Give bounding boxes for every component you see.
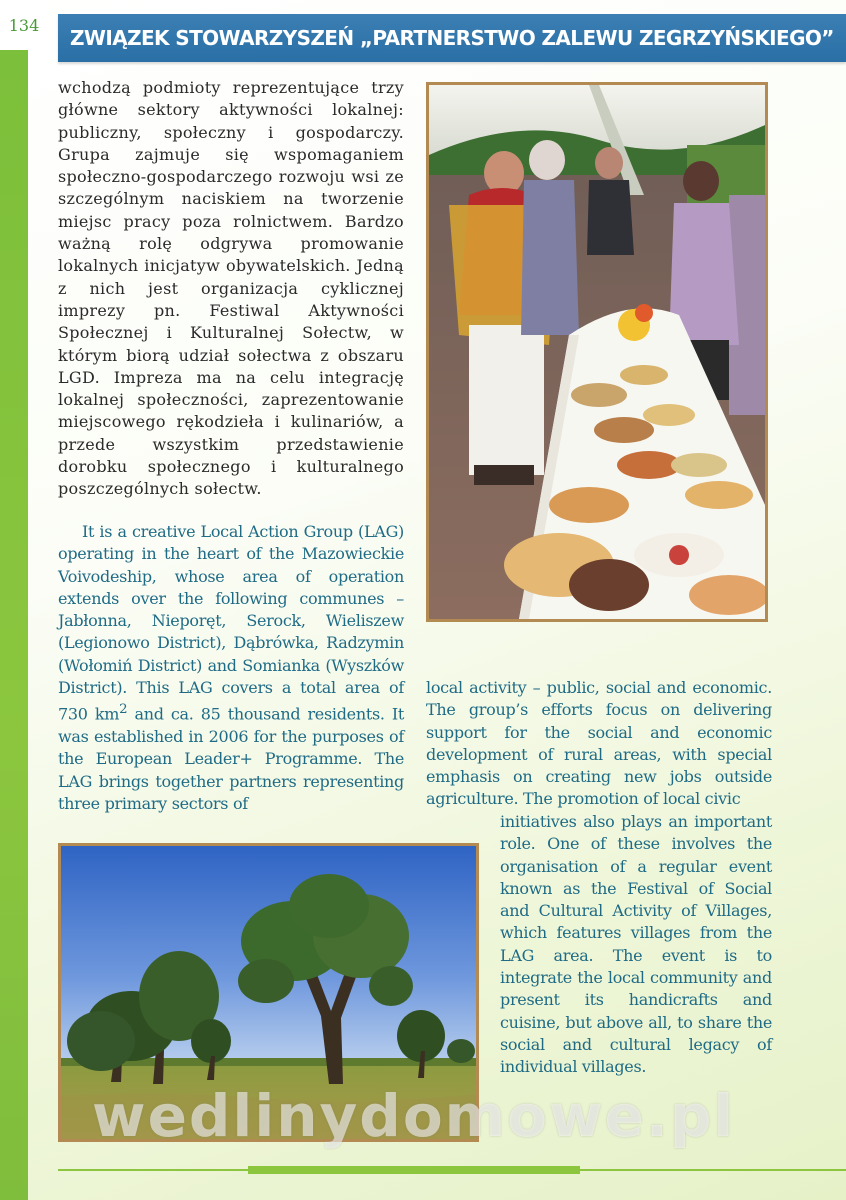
chapter-title: ZWIĄZEK STOWARZYSZEŃ „PARTNERSTWO ZALEWU ZEGRZYŃSKIEGO” [70,26,834,50]
chapter-header-bar [58,14,846,62]
festival-food-photo [426,82,768,622]
polish-paragraph: wchodzą podmioty reprezentujące trzy główne sektory aktywności lokalnej: publiczny, społeczny i gospodarczy. Grupa zajmuje się wspomaganiem społeczno-gospodarczego rozwoju wsi ze szczególnym naciskiem na tworzenie miejsc pracy poza rolnictwem. Bardzo ważną rolę odgrywa promowanie lokalnych inicjatyw obywatelskich. Jedną z nich jest organizacja cyklicznej imprezy pn. Festiwal Aktywności Społecznej i Kulturalnej Sołectw, w którym biorą udział sołectwa z obszaru LGD. Impreza ma na celu integrację lokalnej społeczności, zaprezentowanie miejscowego rękodzieła i kulinariów, a przede wszystkim przedstawienie dorobku społecznego i kulturalnego poszczególnych sołectw. [58,78,404,499]
english-left-text-a: It is a creative Local Action Group (LAG) operating in the heart of the Mazowieckie Voivodeship, whose area of operation extends over the following communes – Jabłonna, Nieporęt, Serock, Wieliszew (Legionowo District), Dąbrówka, Radzymin (Wołomiń District) and Somianka (Wyszków District). This LAG covers a total area of 730 km [58,522,404,724]
english-paragraph-left [58,521,404,815]
left-green-strip [0,50,28,1200]
festival-food-illustration [429,85,765,619]
footer-accent-bar [248,1166,580,1174]
english-left-text-b: and ca. 85 thousand residents. It was established in 2006 for the purposes of the European Leader+ Programme. The LAG brings together partners representing three primary sectors of [58,704,404,813]
english-paragraph-middle: local activity – public, social and economic. The group’s efforts focus on delivering support for the social and economic development of rural areas, with special emphasis on creating new jobs outside agriculture. The promotion of local civic [426,678,772,809]
superscript-two: 2 [119,702,128,718]
english-paragraph-right: initiatives also plays an important role. One of these involves the organisation of a regular event known as the Festival of Social and Cultural Activity of Villages, which features villages from the LAG area. The event is to integrate the local community and present its handicrafts and cuisine, but above all, to share the social and cultural legacy of individual villages. [500,812,772,1077]
site-watermark: wedlinydomowe.pl [92,1082,736,1150]
page-number: 134 [0,0,48,50]
